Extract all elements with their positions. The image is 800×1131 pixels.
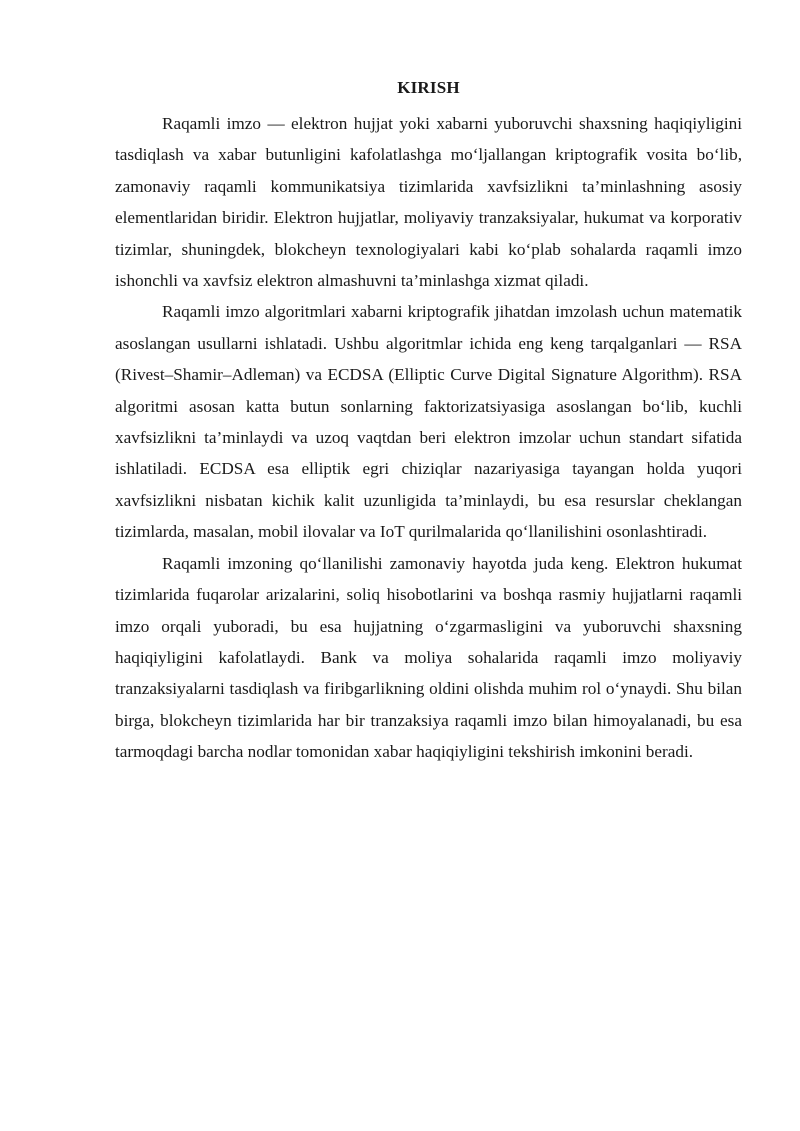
section-title: KIRISH [397,78,460,97]
paragraph-1: Raqamli imzo — elektron hujjat yoki xabarni yuboruvchi shaxsning haqiqiyligini tasdiqlash va xabar butunligini kafolatlashga mo‘ljallangan kriptografik vosita bo‘lib, zamonaviy raqamli kommunikatsiya tizimlarida xavfsizlikni ta’minlashning asosiy elementlaridan biridir. Elektron hujjatlar, moliyaviy tranzaksiyalar, hukumat va korporativ tizimlar, shuningdek, blokcheyn texnologiyalari kabi ko‘plab sohalarda raqamli imzo ishonchli va xavfsiz elektron almashuvni ta’minlashga xizmat qiladi. [115,114,742,291]
paragraph-3: Raqamli imzoning qo‘llanilishi zamonaviy hayotda juda keng. Elektron hukumat tizimlarida fuqarolar arizalarini, soliq hisobotlarini va boshqa rasmiy hujjatlarni raqamli imzo orqali yuboradi, bu esa hujjatning o‘zgarmasligini va yuboruvchi shaxsning haqiqiyligini kafolatlaydi. Bank va moliya sohalarida raqamli imzo moliyaviy tranzaksiyalarni tasdiqlash va firibgarlikning oldini olishda muhim rol o‘ynaydi. Shu bilan birga, blokcheyn tizimlarida har bir tranzaksiya raqamli imzo bilan himoyalanadi, bu esa tarmoqdagi barcha nodlar tomonidan xabar haqiqiyligini tekshirish imkonini beradi. [115,553,742,762]
paragraph-2: Raqamli imzo algoritmlari xabarni kriptografik jihatdan imzolash uchun matematik asoslangan usullarni ishlatadi. Ushbu algoritmlar ichida eng keng tarqalganlari — RSA (Rivest–Shamir–Adleman) va ECDSA (Elliptic Curve Digital Signature Algorithm). RSA algoritmi asosan katta butun sonlarning faktorizatsiyasiga asoslangan bo‘lib, kuchli xavfsizlikni ta’minlaydi va uzoq vaqtdan beri elektron imzolar uchun standart sifatida ishlatiladi. ECDSA esa elliptik egri chiziqlar nazariyasiga tayangan holda yuqori xavfsizlikni nisbatan kichik kalit uzunligida ta’minlaydi, bu esa resurslar cheklangan tizimlarda, masalan, mobil ilovalar va IoT qurilmalarida qo‘llanilishini osonlashtiradi. [115,302,742,542]
